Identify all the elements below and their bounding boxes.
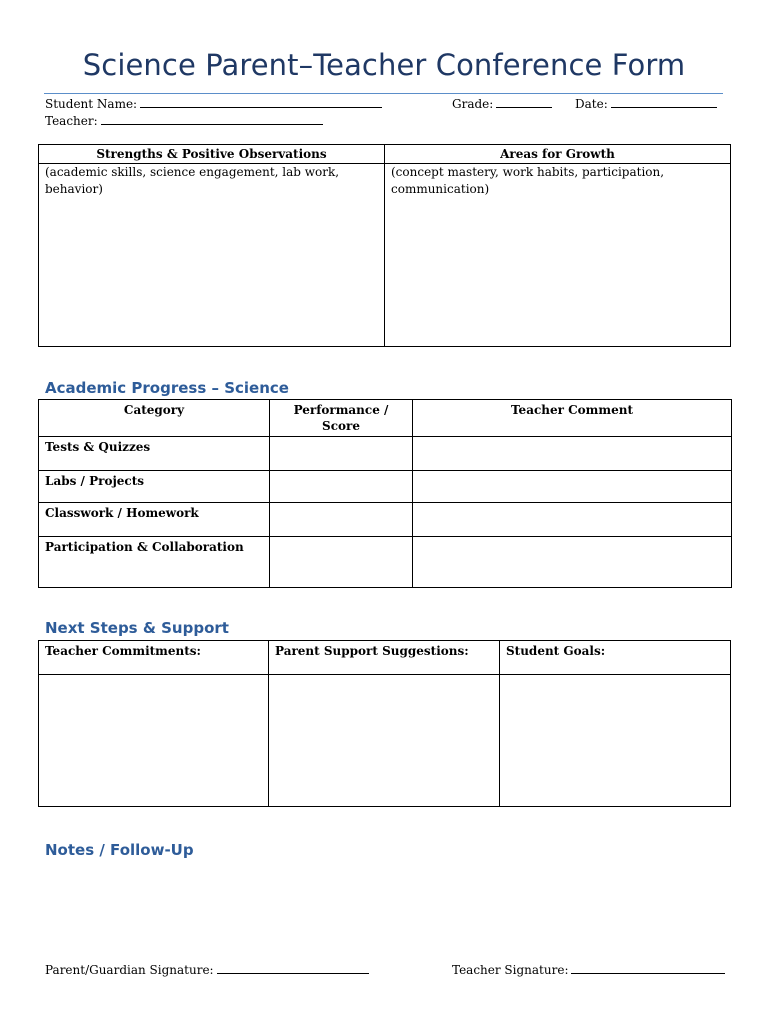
title-divider [44, 93, 723, 94]
parent-support-header: Parent Support Suggestions: [269, 641, 500, 675]
category-header: Category [39, 400, 270, 437]
teacher-label: Teacher: [45, 114, 98, 128]
teacher-signature-blank[interactable] [571, 962, 725, 974]
student-name-label: Student Name: [45, 97, 138, 111]
grade-label: Grade: [452, 97, 494, 111]
grade-blank[interactable] [496, 96, 552, 108]
strengths-header: Strengths & Positive Observations [39, 145, 385, 164]
comment-cell[interactable] [413, 437, 732, 471]
teacher-field[interactable] [45, 113, 323, 128]
performance-cell[interactable] [270, 503, 413, 537]
performance-header: Performance / Score [270, 400, 413, 437]
next-steps-table [38, 640, 731, 807]
date-field[interactable] [575, 96, 717, 111]
notes-heading: Notes / Follow-Up [45, 841, 194, 859]
teacher-blank[interactable] [101, 113, 323, 125]
comment-cell[interactable] [413, 471, 732, 503]
date-label: Date: [575, 97, 608, 111]
row-label: Classwork / Homework [39, 503, 270, 537]
growth-cell[interactable] [385, 164, 731, 347]
academic-progress-heading: Academic Progress – Science [45, 379, 289, 397]
performance-cell[interactable] [270, 437, 413, 471]
table-row [39, 537, 732, 588]
observations-table [38, 144, 731, 347]
strengths-cell[interactable] [39, 164, 385, 347]
growth-hint: (concept mastery, work habits, participation, communication) [391, 165, 665, 196]
parent-support-cell[interactable] [269, 675, 500, 807]
row-label: Participation & Collaboration [39, 537, 270, 588]
comment-cell[interactable] [413, 503, 732, 537]
comment-header: Teacher Comment [413, 400, 732, 437]
parent-signature-blank[interactable] [217, 962, 369, 974]
teacher-commitments-header: Teacher Commitments: [39, 641, 269, 675]
comment-cell[interactable] [413, 537, 732, 588]
teacher-signature-field[interactable] [452, 962, 725, 977]
row-label: Tests & Quizzes [39, 437, 270, 471]
grade-field[interactable] [452, 96, 552, 111]
performance-cell[interactable] [270, 471, 413, 503]
teacher-signature-label: Teacher Signature: [452, 963, 569, 977]
student-name-blank[interactable] [140, 96, 382, 108]
table-row [39, 503, 732, 537]
parent-signature-label: Parent/Guardian Signature: [45, 963, 214, 977]
next-steps-heading: Next Steps & Support [45, 619, 229, 637]
performance-cell[interactable] [270, 537, 413, 588]
table-row [39, 471, 732, 503]
student-goals-header: Student Goals: [500, 641, 731, 675]
page-title: Science Parent–Teacher Conference Form [82, 48, 686, 82]
growth-header: Areas for Growth [385, 145, 731, 164]
date-blank[interactable] [611, 96, 717, 108]
student-name-field[interactable] [45, 96, 382, 111]
academic-progress-table [38, 399, 732, 588]
teacher-commitments-cell[interactable] [39, 675, 269, 807]
parent-signature-field[interactable] [45, 962, 369, 977]
student-goals-cell[interactable] [500, 675, 731, 807]
strengths-hint: (academic skills, science engagement, lab work, behavior) [45, 165, 340, 196]
row-label: Labs / Projects [39, 471, 270, 503]
table-row [39, 437, 732, 471]
